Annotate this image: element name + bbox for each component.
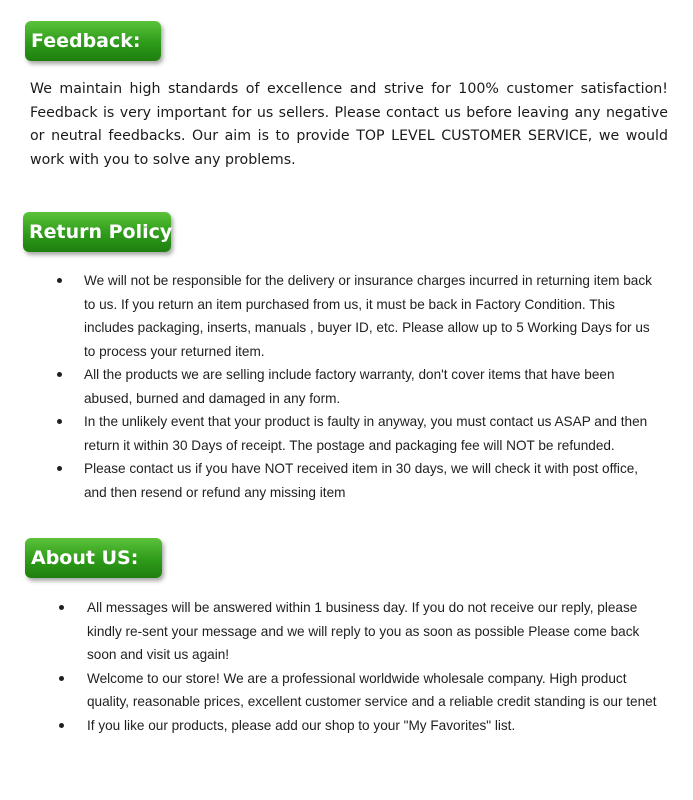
- list-item-text: In the unlikely event that your product is faulty in anyway, you must contact us ASAP and then return it within 30 Days of receipt. The postage and packaging fee will NOT be refunded.: [84, 414, 648, 453]
- list-item-text: We will not be responsible for the delivery or insurance charges incurred in returning item back to us. If you return an item purchased from us, it must be back in Factory Condition. This includes packaging, inserts, manuals , buyer ID, etc. Please allow up to 5 Working Days for us to process your returned item.: [84, 273, 652, 359]
- bullet-icon: [57, 372, 62, 377]
- return-policy-list: [0, 269, 680, 504]
- list-item: [0, 596, 680, 667]
- about-us-list: [0, 596, 680, 737]
- bullet-icon: [59, 723, 64, 728]
- list-item: [0, 457, 680, 504]
- list-item-text: Welcome to our store! We are a professional worldwide wholesale company. High product quality, reasonable prices, excellent customer service and a reliable credit standing is our tenet: [87, 670, 657, 709]
- bullet-icon: [57, 466, 62, 471]
- bullet-icon: [57, 278, 62, 283]
- bullet-icon: [57, 419, 62, 424]
- feedback-paragraph: We maintain high standards of excellence and strive for 100% customer satisfaction! Feedback is very important for us sellers. Please contact us before leaving any negative or neutral feedbacks. Our aim is to provide TOP LEVEL CUSTOMER SERVICE, we would work with you to solve any problems.: [30, 81, 668, 168]
- bullet-icon: [59, 676, 64, 681]
- list-item-text: All messages will be answered within 1 business day. If you do not receive our reply, please kindly re-sent your message and we will reply to you as soon as possible Please come back soon and visit us again!: [87, 600, 640, 662]
- list-item: [0, 410, 680, 457]
- list-item: [0, 363, 680, 410]
- list-item-text: If you like our products, please add our shop to your "My Favorites" list.: [87, 717, 516, 733]
- list-item: [0, 667, 680, 714]
- list-item: [0, 269, 680, 363]
- about-us-heading: About US:: [25, 538, 162, 578]
- feedback-heading: Feedback:: [25, 21, 161, 61]
- return-policy-heading: Return Policy: [23, 212, 171, 252]
- list-item-text: Please contact us if you have NOT received item in 30 days, we will check it with post office, and then resend or refund any missing item: [84, 461, 639, 500]
- list-item: [0, 714, 680, 738]
- bullet-icon: [59, 605, 64, 610]
- list-item-text: All the products we are selling include factory warranty, don't cover items that have been abused, burned and damaged in any form.: [84, 367, 615, 406]
